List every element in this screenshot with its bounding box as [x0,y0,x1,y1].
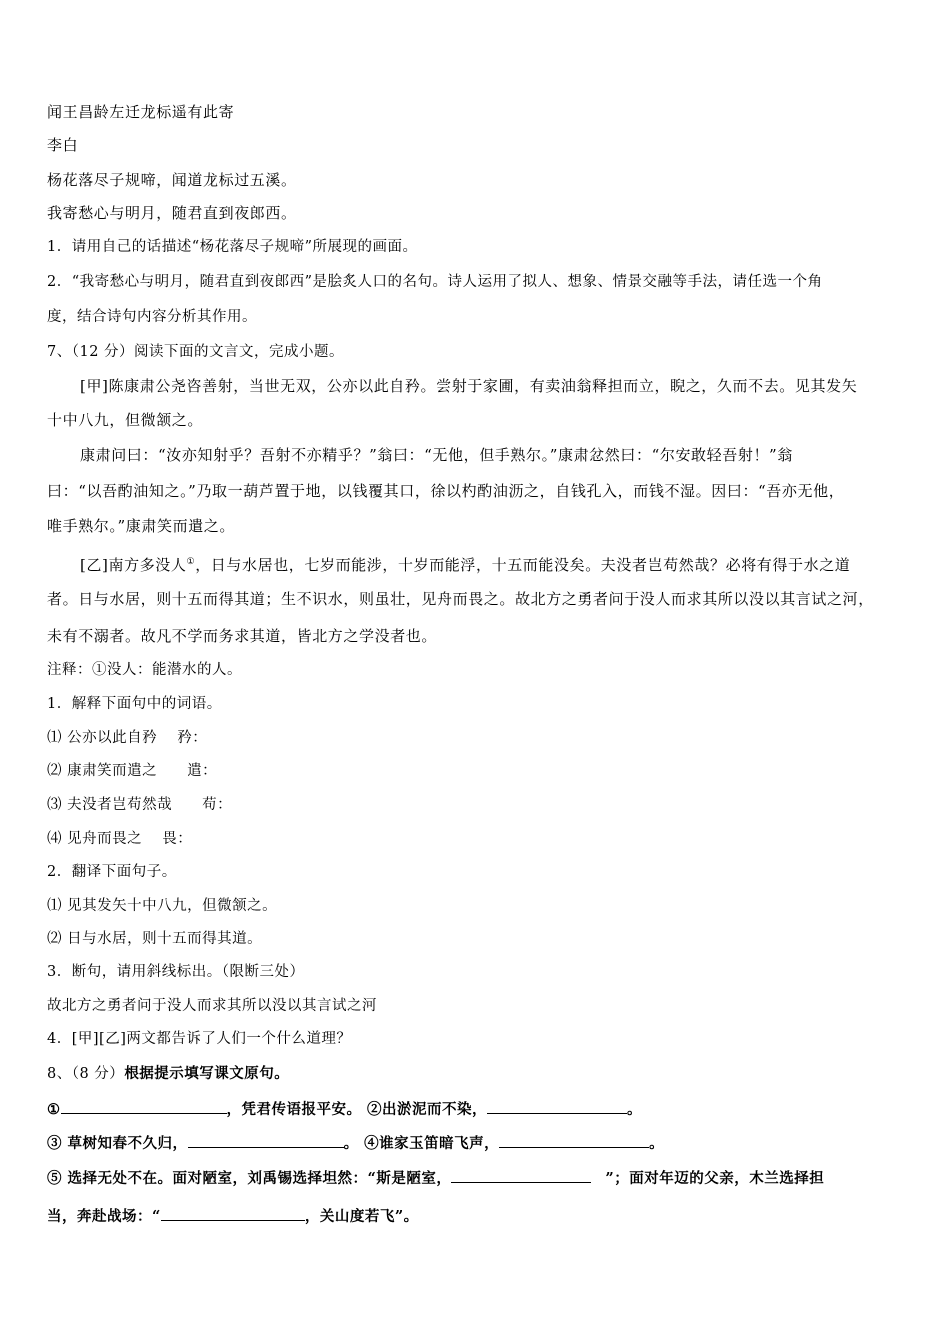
translate-item-1: ⑴ 见其发矢十中八九，但微颔之。 [47,898,278,914]
answer-blank-1[interactable] [61,1097,227,1114]
answer-blank-6[interactable] [161,1204,305,1221]
q7-header: 7、（12 分）阅读下面的文言文，完成小题。 [47,344,345,360]
fill-line-2 [47,1131,910,1154]
answer-blank-2[interactable] [487,1097,627,1114]
answer-blank-5[interactable] [451,1166,591,1183]
answer-blank-4[interactable] [499,1131,649,1148]
fill-text-2: ③ 草树知春不久归， [47,1135,188,1152]
yi-text-rest: ，日与水居也，七岁而能涉，十岁而能浮，十五而能没矣。夫没者岂苟然哉？必将有得于水之道 [195,556,851,574]
sub-question-3: 3．断句，请用斜线标出。（限断三处） [47,964,305,980]
jia-paragraph-2-cont: 曰：“以吾酌油知之。”乃取一葫芦置于地，以钱覆其口，徐以杓酌油沥之，自钱孔入，而钱不湿。因曰：“吾亦无他， [47,482,845,500]
word-item-4: ⑷ 见舟而畏之 畏： [47,831,193,847]
poem-title: 闻王昌龄左迁龙标遥有此寄 [47,103,235,121]
yi-text-start: [乙]南方多没人 [80,556,187,574]
fill-text-1: ，凭君传语报平安。 ②出淤泥而不染， [226,1101,488,1118]
fill-text-4: ⑤ 选择无处不在。面对陋室，刘禹锡选择坦然：“斯是陋室， [47,1170,452,1187]
answer-blank-3[interactable] [188,1131,344,1148]
fill-text-5: ”；面对年迈的父亲，木兰选择担 [605,1170,825,1187]
yi-paragraph-cont: 者。日与水居，则十五而得其道；生不识水，则虽壮，见舟而畏之。故北方之勇者问于没人而求其所以没以其言试之河， [47,590,874,608]
poem-author: 李白 [47,136,79,154]
item-1-marker: ① [47,1101,61,1118]
q8-score: 8、（8 分） [47,1066,125,1082]
poem-question-1: 1．请用自己的话描述“杨花落尽子规啼”所展现的画面。 [47,239,418,255]
word-item-3: ⑶ 夫没者岂苟然哉 苟： [47,797,233,813]
jia-paragraph-1: [甲]陈康肃公尧咨善射，当世无双，公亦以此自矜。尝射于家圃，有卖油翁释担而立，睨之，久而不去。见其发矢 [80,377,858,395]
punctuation-text: 故北方之勇者问于没人而求其所以没以其言试之河 [47,998,377,1014]
fill-text-3: 。 ④谁家玉笛暗飞声， [343,1135,500,1152]
word-item-1: ⑴ 公亦以此自矜 矜： [47,730,208,746]
q8-header [47,1064,910,1084]
sub-question-2: 2．翻译下面句子。 [47,864,177,880]
poem-question-2-cont: 度，结合诗句内容分析其作用。 [47,309,257,325]
fill-line-4 [47,1204,910,1227]
poem-question-2: 2．“我寄愁心与明月，随君直到夜郎西”是脍炙人口的名句。诗人运用了拟人、想象、情景交融等手法，请任选一个角 [47,274,823,290]
jia-paragraph-1-cont: 十中八九，但微颔之。 [47,411,204,429]
fill-line-3 [47,1166,910,1189]
jia-paragraph-2: 康肃问曰：“汝亦知射乎？吾射不亦精乎？”翁曰：“无他，但手熟尔。”康肃忿然曰：“尔安敢轻吾射！”翁 [80,446,793,464]
sub-question-4: 4．[甲][乙]两文都告诉了人们一个什么道理？ [47,1031,352,1047]
yi-paragraph [80,552,910,575]
q8-instruction: 根据提示填写课文原句。 [124,1065,290,1082]
word-item-2: ⑵ 康肃笑而遣之 遣： [47,763,218,779]
fill-text-7: ，关山度若飞”。 [304,1208,419,1225]
jia-paragraph-2-end: 唯手熟尔。”康肃笑而遣之。 [47,517,235,535]
poem-line-2: 我寄愁心与明月，随君直到夜郎西。 [47,204,297,222]
sub-question-1: 1．解释下面句中的词语。 [47,696,222,712]
footnote-marker: ① [186,557,196,567]
note: 注释：①没人：能潜水的人。 [47,662,242,678]
poem-line-1: 杨花落尽子规啼，闻道龙标过五溪。 [47,171,297,189]
fill-end-1: 。 [627,1101,643,1118]
yi-paragraph-end: 未有不溺者。故凡不学而务求其道，皆北方之学没者也。 [47,627,438,645]
fill-end-2: 。 [649,1135,665,1152]
translate-item-2: ⑵ 日与水居，则十五而得其道。 [47,931,263,947]
fill-text-6: 当，奔赴战场：“ [47,1208,161,1225]
fill-line-1 [47,1097,910,1120]
